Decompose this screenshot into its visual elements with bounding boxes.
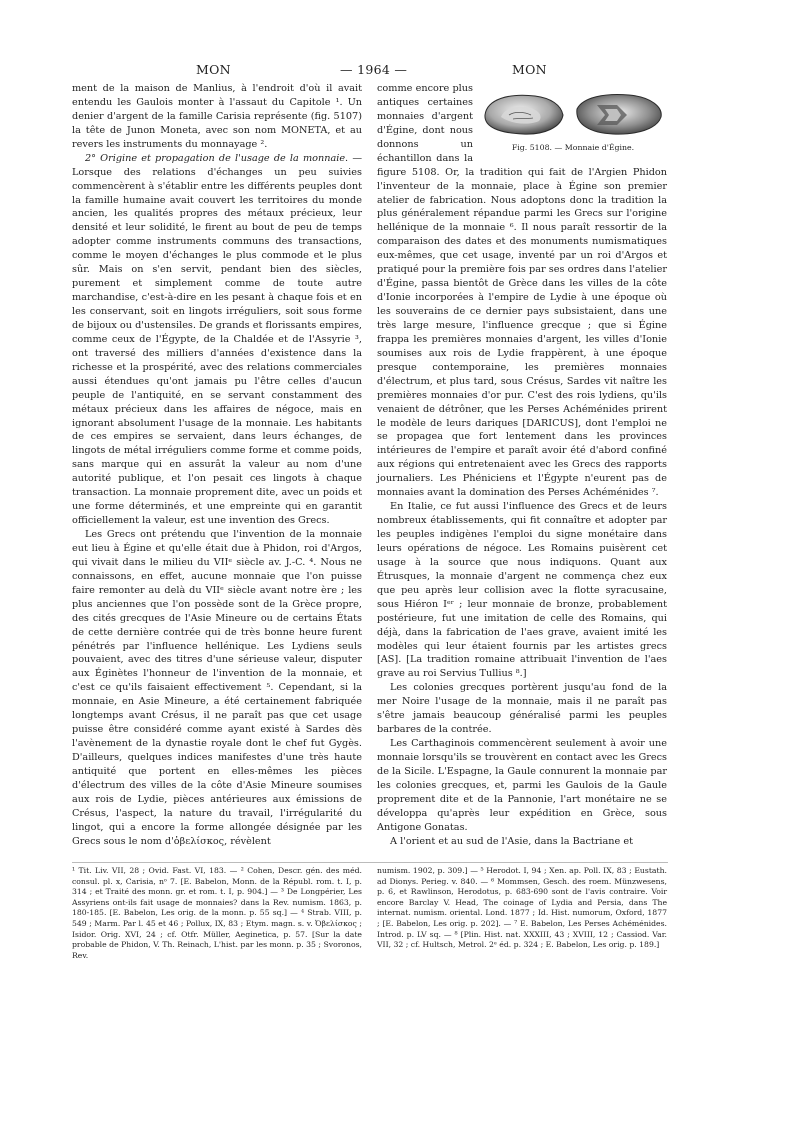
footnotes-right: numism. 1902, p. 309.] — ⁵ Herodot. I, 94 ; Xen. ap. Poll. IX, 83 ; Eustath. ad Dionys. Perieg. v. 840. — ⁶ Mommsen, Gesch. des roem. Münzwesens, p. 6, et Rawlinson, Herodotus, p. 683-690 sont de l'avis contraire. Voir encore Barclay V. Head, The coinage of Lydia and Persia, dans The internat. numism. oriental. Lond. 1877 ; Id. Hist. numorum, Oxford, 1877 ; [E. Babelon, Les orig. p. 202]. — ⁷ E. Babelon, Les Perses Achéménides. Introd. p. LV sq. — ⁸ [Plin. Hist. nat. XXXIII, 43 ; XVIII, 12 ; Cassiod. Var. VII, 32 ; cf. Hultsch, Metrol. 2ᵉ éd. p. 324 ; E. Babelon, Les orig. p. 189.] — [377, 866, 667, 950]
header-right-word: MON — [512, 62, 547, 77]
header-left-word: MON — [196, 62, 231, 77]
right-paragraph-3: Les colonies grecques portèrent jusqu'au fond de la mer Noire l'usage de la monnaie, mais il ne paraît pas s'être jamais beaucoup généralisé parmi les peuples barbares de la contrée. — [377, 682, 667, 736]
left-paragraph-2-text: — Lorsque des relations d'échanges un peu suivies commencèrent à s'établir entre les différents peuples dont la famille humaine avait couvert les territoires du monde ancien, les qualités propres des métaux précieux, leur densité et leur solidité, le firent au bout de peu de temps adopter comme instruments communs des transactions, comme le moyen d'échanges le plus commode et le plus sûr. Mais on s'en servit, pendant bien des siècles, purement et simplement comme de toute autre marchandise, c'est-à-dire en les pesant à chaque fois et en les conservant, soit en lingots irréguliers, soit sous forme de bijoux ou d'ustensiles. De grands et florissants empires, comme ceux de l'Égypte, de la Chaldée et de l'Assyrie ³, ont traversé des milliers d'années d'existence dans la richesse et la prospérité, avec des relations commerciales aussi étendues qu'ont jamais pu l'être celles d'aucun peuple de l'antiquité, en se servant constamment des métaux précieux dans les affaires de négoce, mais en ignorant absolument l'usage de la monnaie. Les habitants de ces empires se servaient, dans leurs échanges, de lingots de métal irréguliers comme forme et comme poids, sans marque qui en assurât la valeur au nom d'une autorité publique, et l'on pesait ces lingots à chaque transaction. La monnaie proprement dite, avec un poids et une forme déterminés, et une empreinte qui en garantit officiellement la valeur, est une invention des Grecs. — [72, 152, 362, 527]
footnotes-left: ¹ Tit. Liv. VII, 28 ; Ovid. Fast. VI, 183. — ² Cohen, Descr. gén. des méd. consul. pl. x, Carisia, nᵒ 7. [E. Babelon, Monn. de la Républ. rom. t. I, p. 314 ; et Traité des monn. gr. et rom. t. I, p. 904.] — ³ De Longpérier, Les Assyriens ont-ils fait usage de monnaies? dans la Rev. numism. 1863, p. 180-185. [E. Babelon, Les orig. de la monn. p. 55 sq.] — ⁴ Strab. VIII, p. 549 ; Marm. Par l. 45 et 46 ; Pollux, IX, 83 ; Etym. magn. s. v. Ὀβελίσκος ; Isidor. Orig. XVI, 24 ; cf. Otfr. Müller, Aeginetica, p. 57. [Sur la date probable de Phidon, V. Th. Reinach, L'hist. par les monn. p. 35 ; Svoronos, Rev. — [72, 866, 362, 960]
page-number: — 1964 — — [340, 62, 408, 77]
left-column — [72, 82, 362, 849]
right-paragraph-1: comme encore plus antiques certaines monnaies d'argent d'Égine, dont nous donnons un échantillon dans la figure 5108. Or, la tradition qui fait de l'Argien Phidon l'inventeur de la monnaie, place à Égine son premier atelier de fabrication. Nous adoptons donc la tradition la plus généralement répandue parmi les Grecs sur l'origine hellénique de la monnaie ⁶. Il nous paraît ressortir de la comparaison des dates et des monuments numismatiques eux-mêmes, que cet usage, inventé par un roi d'Argos et pratiqué pour la première fois par ses ordres dans l'atelier d'Égine, passa bientôt de Grèce dans les villes de la côte d'Ionie incorporées à l'empire de Lydie à une époque où les souverains de ce dernier pays subsistaient, dans une très large mesure, l'influence grecque ; que si Égine frappa les premières monnaies d'argent, les villes d'Ionie soumises aux rois de Lydie frappèrent, à une époque presque contemporaine, les premières monnaies d'électrum, et plus tard, sous Crésus, Sardes vit naître les premières monnaies d'or pur. C'est des rois lydiens, qu'ils venaient de détrôner, que les Perses Achéménides prirent le modèle de leurs dariques [DARICUS], dont l'emploi ne se propagea que fort lentement dans les provinces intérieures de l'empire et paraît avoir été d'abord confiné aux régions qui entretenaient avec les Grecs des rapports journaliers. Les Phéniciens et l'Égypte n'eurent pas de monnaies avant la domination des Perses Achéménides ⁷. — [377, 83, 667, 499]
figure-5108 — [479, 85, 667, 155]
right-column — [377, 82, 667, 849]
left-paragraph-1: ment de la maison de Manlius, à l'endroit d'où il avait entendu les Gaulois monter à l'assaut du Capitole ¹. Un denier d'argent de la famille Carisia représente (fig. 5107) la tête de Junon Moneta, avec son nom MONETA, et au revers les instruments du monnayage ². — [72, 83, 362, 150]
right-paragraph-2: En Italie, ce fut aussi l'influence des Grecs et de leurs nombreux établissements, qui fit connaître et adopter par les peuples indigènes l'emploi du signe monétaire dans leurs opérations de négoce. Les Romains puisèrent cet usage à la source que nous indiquons. Quant aux Étrusques, la monnaie d'argent ne commença chez eux que peu après leur collision avec la flotte syracusaine, sous Hiéron Iᵉʳ ; leur monnaie de bronze, probablement postérieure, fut une imitation de celle des Romains, qui déjà, dans la fabrication de l'aes grave, avaient imité les modèles qui leur étaient fournis par les artistes grecs [AS]. [La tradition romaine attribuait l'invention de l'aes grave au roi Servius Tullius ⁸.] — [377, 501, 667, 680]
right-paragraph-5: A l'orient et au sud de l'Asie, dans la Bactriane et — [390, 835, 633, 847]
footnote-divider — [72, 862, 668, 863]
running-header — [72, 62, 668, 80]
figure-caption: Fig. 5108. — Monnaie d'Égine. — [511, 143, 635, 152]
left-paragraph-3: Les Grecs ont prétendu que l'invention de la monnaie eut lieu à Égine et qu'elle était due à Phidon, roi d'Argos, qui vivait dans le milieu du VIIᵉ siècle av. J.-C. ⁴. Nous ne connaissons, en effet, aucune monnaie que l'on puisse faire remonter au delà du VIIᵉ siècle avant notre ère ; les plus anciennes que l'on possède sont de la Grèce propre, des cités grecques de l'Asie Mineure ou de certains États de cette dernière contrée qui de très bonne heure furent pénétrés par l'influence hellénique. Les Lydiens seuls pouvaient, avec des titres d'une sérieuse valeur, disputer aux Éginètes l'honneur de l'invention de la monnaie, et c'est ce qu'ils faisaient effectivement ⁵. Cependant, si la monnaie, en Asie Mineure, a été certainement fabriquée longtemps avant Crésus, il ne paraît pas que cet usage puisse être considéré comme ayant existé à Sardes dès l'avènement de la dynastie royale dont le chef fut Gygès. D'ailleurs, quelques indices manifestes d'une très haute antiquité que portent en elles-mêmes les pièces d'électrum des villes de la côte d'Asie Mineure soumises aux rois de Lydie, pièces antérieures aux émissions de Crésus, l'aspect, la nature du travail, l'irrégularité du lingot, qui a encore la forme allongée désignée par les Grecs sous le nom d'ὀβελίσκος, révèlent — [72, 529, 362, 847]
section-heading: 2° Origine et propagation de l'usage de la monnaie. — [85, 152, 349, 164]
left-paragraph-2 — [72, 152, 362, 528]
aegina-coin-illustration — [479, 85, 667, 141]
right-paragraph-4: Les Carthaginois commencèrent seulement à avoir une monnaie lorsqu'ils se trouvèrent en contact avec les Grecs de la Sicile. L'Espagne, la Gaule connurent la monnaie par les colonies grecques, et, parmi les Gaulois de la Gaule proprement dite et de la Pannonie, l'art monétaire ne se développa qu'après leur expédition en Grèce, sous Antigone Gonatas. — [377, 738, 667, 833]
